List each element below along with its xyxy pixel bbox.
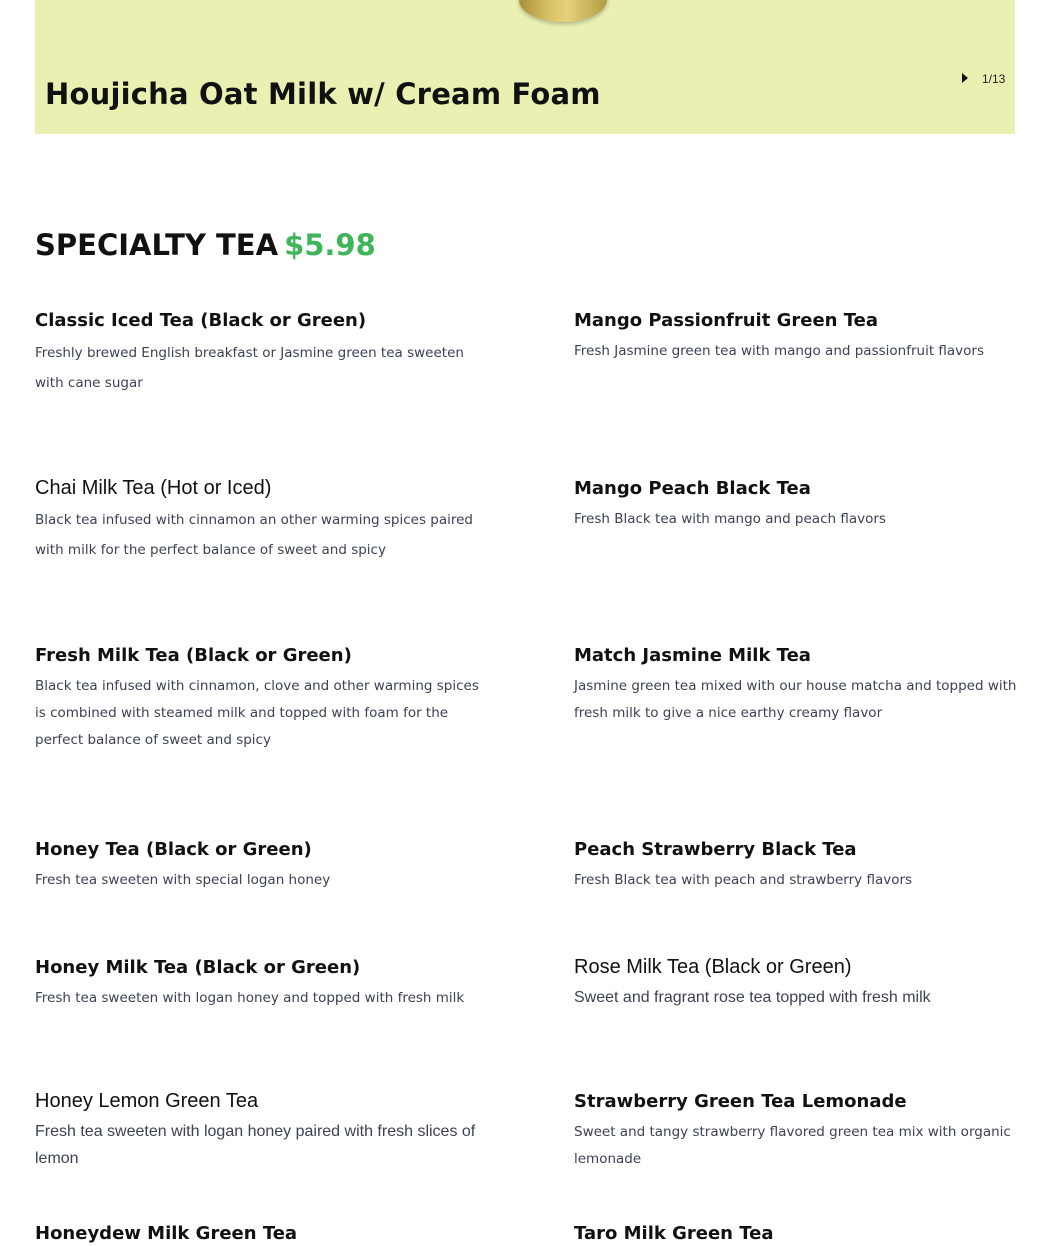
menu-item-name: Fresh Milk Tea (Black or Green): [35, 645, 352, 666]
section-title: SPECIALTY TEA: [35, 228, 279, 262]
menu-item: [35, 1089, 480, 1172]
menu-item: [574, 309, 1019, 365]
menu-item-name: Strawberry Green Tea Lemonade: [574, 1091, 907, 1112]
menu-item: [574, 1090, 1019, 1173]
menu-item-description: Black tea infused with cinnamon an other warming spices paired with milk for the perfect balance of sweet and spicy: [35, 512, 473, 558]
menu-item: [35, 309, 480, 398]
featured-banner[interactable]: [35, 0, 1015, 134]
menu-item-name: Honey Milk Tea (Black or Green): [35, 957, 361, 978]
menu-item-description: Fresh Black tea with mango and peach flavors: [574, 511, 886, 527]
menu-item: [35, 644, 480, 754]
menu-item-name: Honey Tea (Black or Green): [35, 839, 312, 860]
menu-item-description: Fresh Black tea with peach and strawberry flavors: [574, 872, 913, 888]
menu-item-name: Chai Milk Tea (Hot or Iced): [35, 477, 272, 499]
menu-item-description: Freshly brewed English breakfast or Jasmine green tea sweeten with cane sugar: [35, 345, 464, 391]
menu-item: [574, 838, 1019, 894]
slide-counter: 1/13: [982, 72, 1006, 86]
menu-item: [35, 956, 480, 1012]
menu-item-description: Sweet and tangy strawberry flavored green tea mix with organic lemonade: [574, 1124, 1011, 1167]
menu-item: [574, 477, 1019, 533]
menu-item-description: Jasmine green tea mixed with our house matcha and topped with fresh milk to give a nice earthy creamy flavor: [574, 678, 1017, 721]
menu-item-name: Mango Peach Black Tea: [574, 478, 811, 499]
menu-item: [574, 955, 1019, 1011]
drink-cup-image: [519, 0, 607, 22]
menu-item-name: Mango Passionfruit Green Tea: [574, 310, 878, 331]
menu-item-name: Rose Milk Tea (Black or Green): [574, 956, 852, 978]
menu-item-name: Match Jasmine Milk Tea: [574, 645, 811, 666]
menu-item-description: Sweet and fragrant rose tea topped with fresh milk: [574, 989, 931, 1006]
menu-item-description: Black tea infused with cinnamon, clove and other warming spices is combined with steamed milk and topped with foam for the perfect balance of sweet and spicy: [35, 678, 479, 748]
menu-item-name: Honeydew Milk Green Tea: [35, 1223, 298, 1244]
menu-item-description: Fresh Jasmine green tea with mango and passionfruit flavors: [574, 343, 985, 359]
menu-item-name: Peach Strawberry Black Tea: [574, 839, 857, 860]
menu-item-description: Fresh tea sweeten with special logan honey: [35, 872, 331, 888]
featured-drink-title: Houjicha Oat Milk w/ Cream Foam: [45, 77, 601, 111]
menu-item: [35, 476, 480, 565]
menu-item-name: Classic Iced Tea (Black or Green): [35, 310, 367, 331]
section-heading: [35, 228, 376, 262]
menu-item-description: Fresh tea sweeten with logan honey and topped with fresh milk: [35, 990, 465, 1006]
menu-item: [35, 1222, 480, 1246]
menu-item: [574, 1222, 1019, 1246]
menu-item-name: Honey Lemon Green Tea: [35, 1090, 259, 1112]
play-icon[interactable]: [962, 73, 968, 83]
menu-item: [574, 644, 1019, 727]
menu-item-description: Fresh tea sweeten with logan honey paired with fresh slices of lemon: [35, 1123, 476, 1167]
menu-item: [35, 838, 480, 894]
section-price: $5.98: [284, 228, 376, 262]
menu-item-name: Taro Milk Green Tea: [574, 1223, 774, 1244]
